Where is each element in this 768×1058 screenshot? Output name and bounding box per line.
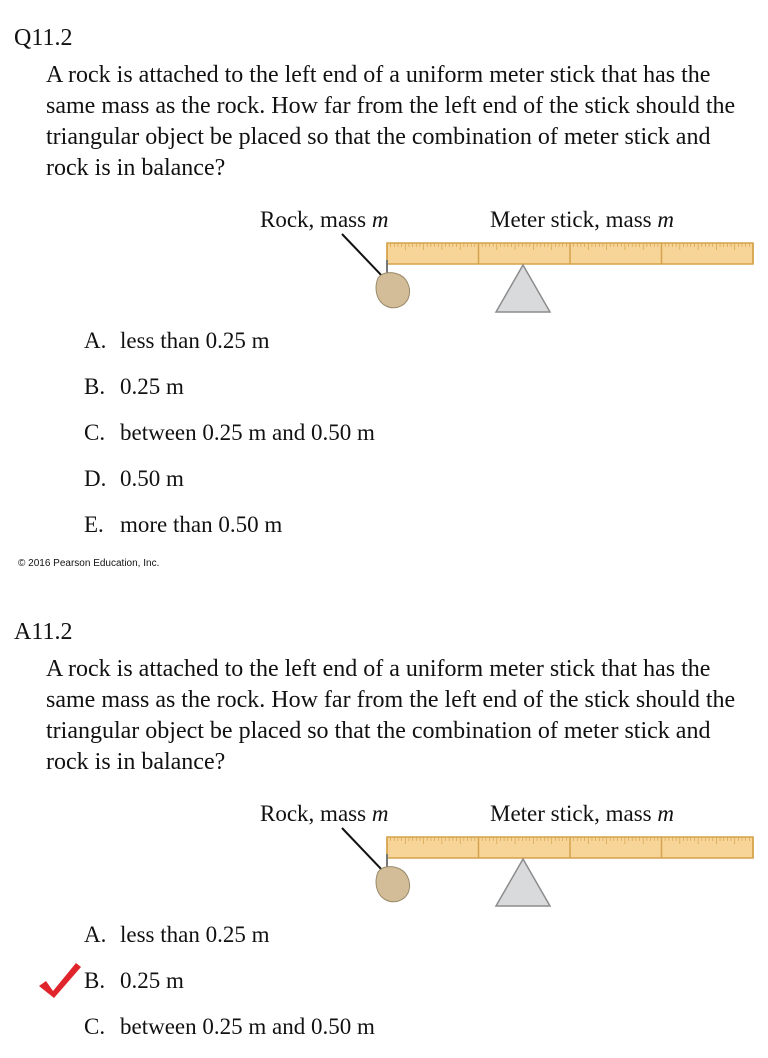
answer-rock	[376, 867, 410, 902]
answer-slide-choices	[84, 920, 375, 1058]
choice-e[interactable]: E. more than 0.50 m	[84, 512, 283, 537]
choice-d[interactable]: D. 0.50 m	[84, 466, 184, 491]
question-text: A rock is attached to the left end of a uniform meter stick that has the same mass as the rock. How far from the left end of the stick should the triangular object be placed so that the combination of meter stick and rock is in balance?	[46, 62, 736, 181]
rock	[376, 273, 410, 308]
answer-stick-label: Meter stick, mass m	[490, 801, 674, 826]
answer-choice-b[interactable]: B. 0.25 m	[84, 966, 375, 1012]
choice-a[interactable]: A. less than 0.25 m	[84, 328, 270, 353]
choice-b[interactable]: B. 0.25 m	[84, 374, 184, 399]
answer-choices	[84, 326, 375, 556]
answer-fulcrum-triangle	[496, 859, 550, 906]
rock-pointer-line	[342, 234, 384, 278]
answer-rock-label: Rock, mass m	[260, 801, 389, 826]
answer-choice-c[interactable]: C. between 0.25 m and 0.50 m	[84, 1014, 375, 1039]
rock-label: Rock, mass m	[260, 207, 389, 232]
check-mark-icon	[36, 960, 82, 1000]
answer-choice-a[interactable]: A. less than 0.25 m	[84, 922, 270, 947]
copyright-notice: © 2016 Pearson Education, Inc.	[18, 558, 160, 569]
question-id: Q11.2	[14, 25, 73, 51]
answer-rock-pointer-line	[342, 828, 384, 872]
stick-label: Meter stick, mass m	[490, 207, 674, 232]
fulcrum-triangle	[496, 265, 550, 312]
choice-c[interactable]: C. between 0.25 m and 0.50 m	[84, 420, 375, 445]
answer-slide	[0, 594, 768, 1039]
balance-figure	[250, 204, 760, 314]
answer-balance-diagram	[250, 798, 760, 908]
answer-balance-figure	[250, 798, 760, 908]
answer-question-text: A rock is attached to the left end of a uniform meter stick that has the same mass as the rock. How far from the left end of the stick should the triangular object be placed so that the combination of meter stick and rock is in balance?	[46, 656, 736, 775]
answer-id: A11.2	[14, 619, 73, 645]
balance-diagram	[250, 204, 760, 314]
